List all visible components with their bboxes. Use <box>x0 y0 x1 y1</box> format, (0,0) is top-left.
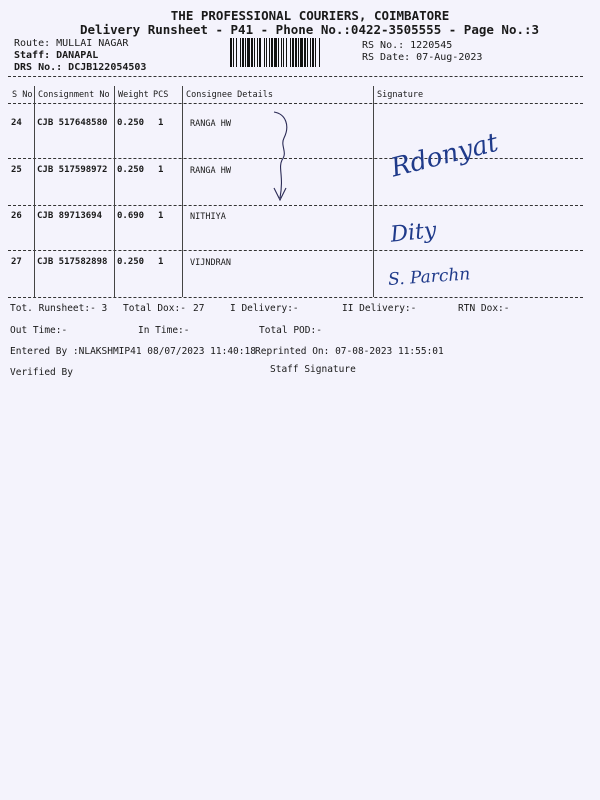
verified-by: Verified By <box>10 367 73 378</box>
table-row-pcs: 1 <box>158 257 164 267</box>
column-divider <box>34 86 35 297</box>
total-runsheet: Tot. Runsheet:- 3 <box>10 303 108 314</box>
column-header-signature: Signature <box>377 90 424 100</box>
signature-row-27 <box>386 255 516 295</box>
second-delivery: II Delivery:- <box>342 303 417 314</box>
table-row-s-no: 25 <box>11 165 22 175</box>
column-header-s-no: S No <box>12 90 33 100</box>
header-bottom-rule <box>8 103 583 104</box>
table-bottom-rule <box>8 297 583 298</box>
table-row-weight: 0.250 <box>117 118 145 128</box>
svg-text:S. Parchn: S. Parchn <box>387 264 471 291</box>
signature-row-26 <box>386 206 476 251</box>
column-divider <box>182 86 183 297</box>
total-dox-value: 27 <box>193 303 205 314</box>
table-row-s-no: 27 <box>11 257 22 267</box>
table-row-consignment: CJB 517582898 <box>37 257 108 267</box>
in-time: In Time:- <box>138 325 190 336</box>
column-header-consignment: Consignment No <box>38 90 110 100</box>
company-title: THE PROFESSIONAL COURIERS, COIMBATORE <box>170 8 450 23</box>
row-divider <box>8 250 583 251</box>
barcode-bar <box>320 38 322 67</box>
route-label: Route: MULLAI NAGAR <box>14 38 129 49</box>
table-row-consignee: RANGA HW <box>190 119 231 129</box>
table-row-weight: 0.250 <box>117 257 145 267</box>
rs-date: RS Date: 07-Aug-2023 <box>362 52 483 63</box>
svg-text:Rdonyat: Rdonyat <box>387 127 502 184</box>
entered-by: Entered By :NLAKSHMIP41 08/07/2023 11:40:18 <box>10 346 256 357</box>
runsheet-title: Delivery Runsheet - P41 - Phone No.:0422-3505555 - Page No.:3 <box>80 22 540 37</box>
total-pod: Total POD:- <box>259 325 322 336</box>
out-time: Out Time:- <box>10 325 68 336</box>
reprinted-on: Reprinted On: 07-08-2023 11:55:01 <box>255 346 444 357</box>
staff-label: Staff: DANAPAL <box>14 50 99 61</box>
table-row-pcs: 1 <box>158 118 164 128</box>
column-header-consignee: Consignee Details <box>186 90 273 100</box>
column-header-weight: Weight <box>118 90 149 100</box>
column-divider <box>114 86 115 297</box>
table-row-weight: 0.690 <box>117 211 145 221</box>
table-row-consignment: CJB 89713694 <box>37 211 103 221</box>
rs-number: RS No.: 1220545 <box>362 40 453 51</box>
barcode <box>230 38 354 67</box>
rtn-dox: RTN Dox:- <box>458 303 510 314</box>
table-row-consignee: VIJNDRAN <box>190 258 231 268</box>
table-top-rule <box>8 76 583 77</box>
table-row-consignee: NITHIYA <box>190 212 226 222</box>
first-delivery: I Delivery:- <box>230 303 299 314</box>
table-row-consignee: RANGA HW <box>190 166 231 176</box>
table-row-weight: 0.250 <box>117 165 145 175</box>
column-divider <box>373 86 374 297</box>
table-row-s-no: 24 <box>11 118 22 128</box>
svg-text:Dity: Dity <box>389 218 438 248</box>
table-row-consignment: CJB 517648580 <box>37 118 108 128</box>
table-row-s-no: 26 <box>11 211 22 221</box>
table-row-pcs: 1 <box>158 165 164 175</box>
staff-signature: Staff Signature <box>270 364 356 375</box>
table-row-pcs: 1 <box>158 211 164 221</box>
table-row-consignment: CJB 517598972 <box>37 165 108 175</box>
bracket-arrow-mark <box>260 108 300 208</box>
drs-number: DRS No.: DCJB122054503 <box>14 62 147 73</box>
column-header-pcs: PCS <box>153 90 169 100</box>
total-dox-label: Total Dox:- <box>123 303 186 314</box>
signature-rows-24-25 <box>382 108 507 184</box>
